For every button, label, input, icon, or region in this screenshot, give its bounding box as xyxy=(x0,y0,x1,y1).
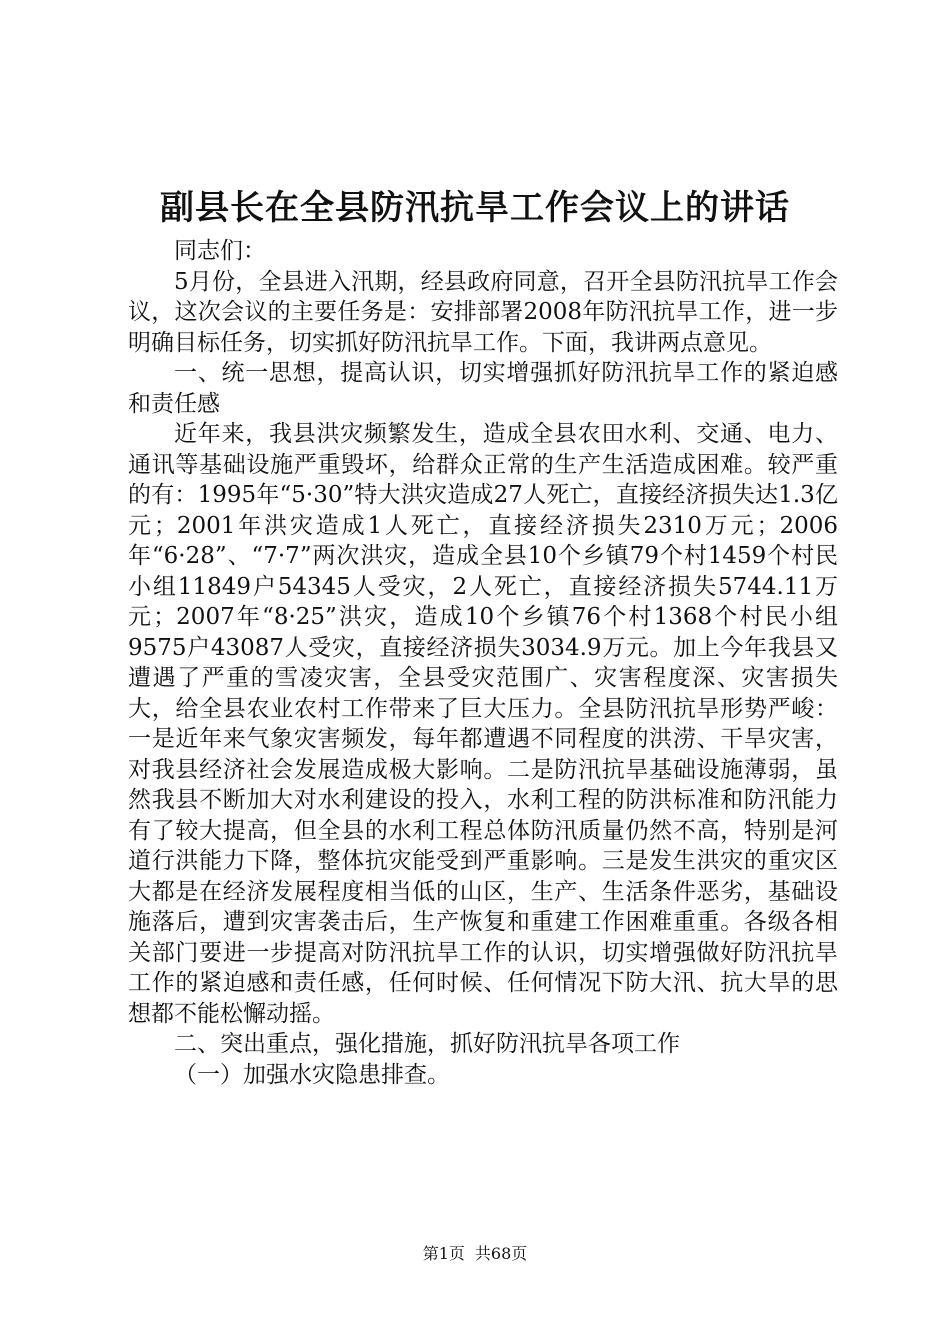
subsection-heading-1: （一）加强水灾隐患排查。 xyxy=(174,1061,450,1088)
paragraph-flood-history: 近年来，我县洪灾频繁发生，造成全县农田水利、交通、电力、通讯等基础设施严重毁坏，给群众正常的生产生活造成困难。较严重的有：1995年“5·30”特大洪灾造成27人死亡，直接经济损失达1.3亿元；2001年洪灾造成1人死亡，直接经济损失2310万元；2006年“6·28”、“7·7”两次洪灾，造成全县10个乡镇79个村1459个村民小组11849户54345人受灾，2人死亡，直接经济损失5744.11万元；2007年“8·25”洪灾，造成10个乡镇76个村1368个村民小组9575户43087人受灾，直接经济损失3034.9万元。加上今年我县又遭遇了严重的雪凌灾害，全县受灾范围广、灾害程度深、灾害损失大，给全县农业农村工作带来了巨大压力。全县防汛抗旱形势严峻：一是近年来气象灾害频发，每年都遭遇不同程度的洪涝、干旱灾害，对我县经济社会发展造成极大影响。二是防汛抗旱基础设施薄弱，虽然我县不断加大对水利建设的投入，水利工程的防洪标准和防汛能力有了较大提高，但全县的水利工程总体防汛质量仍然不高，特别是河道行洪能力下降，整体抗灾能受到严重影响。三是发生洪灾的重灾区大都是在经济发展程度相当低的山区，生产、生活条件恶劣，基础设施落后，遭到灾害袭击后，生产恢复和重建工作困难重重。各级各相关部门要进一步提高对防汛抗旱工作的认识，切实增强做好防汛抗旱工作的紧迫感和责任感，任何时候、任何情况下防大汛、抗大旱的思想都不能松懈动摇。 xyxy=(128,421,838,1027)
page-number: 第1页 xyxy=(422,1244,465,1263)
document-title: 副县长在全县防汛抗旱工作会议上的讲话 xyxy=(160,188,790,228)
page-footer xyxy=(0,1242,950,1266)
document-body xyxy=(128,236,838,1090)
section-heading-1: 一、统一思想，提高认识，切实增强抓好防汛抗旱工作的紧迫感和责任感 xyxy=(128,360,838,417)
page-total: 共68页 xyxy=(474,1244,528,1263)
salutation: 同志们： xyxy=(174,238,266,264)
section-heading-2: 二、突出重点，强化措施，抓好防汛抗旱各项工作 xyxy=(174,1031,680,1057)
paragraph-intro: 5月份，全县进入汛期，经县政府同意，召开全县防汛抗旱工作会议，这次会议的主要任务是：安排部署2008年防汛抗旱工作，进一步明确目标任务，切实抓好防汛抗旱工作。下面，我讲两点意见。 xyxy=(128,268,838,356)
